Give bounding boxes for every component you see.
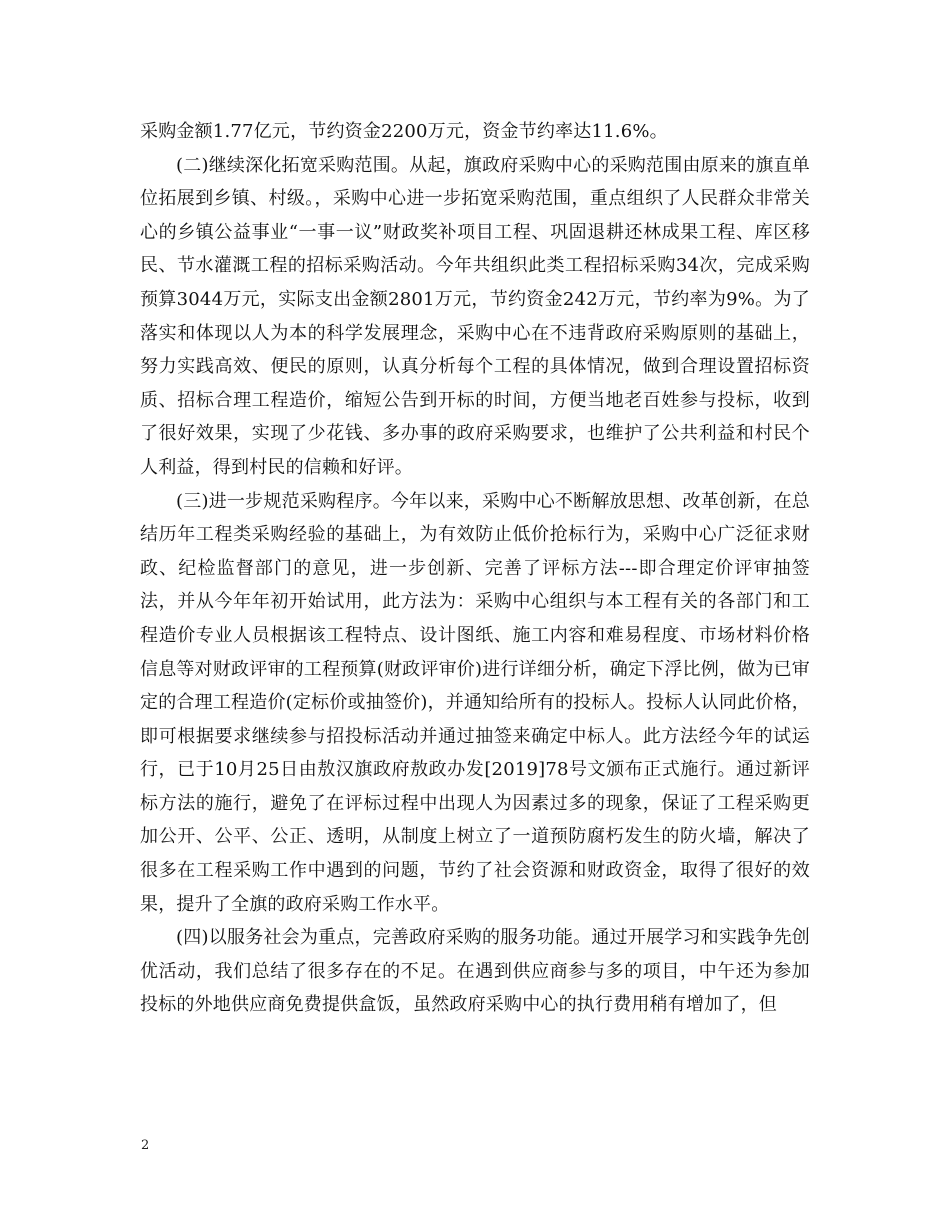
paragraph-section-4: (四)以服务社会为重点，完善政府采购的服务功能。通过开展学习和实践争先创优活动，我们总结了很多存在的不足。在遇到供应商参与多的项目，中午还为参加投标的外地供应商免费提供盒饭，虽然政府采购中心的执行费用稍有增加了，但 (140, 927, 810, 1016)
paragraph-section-2: (二)继续深化拓宽采购范围。从起，旗政府采购中心的采购范围由原来的旗直单位拓展到乡镇、村级。，采购中心进一步拓宽采购范围，重点组织了人民群众非常关心的乡镇公益事业“一事一议”财政奖补项目工程、巩固退耕还林成果工程、库区移民、节水灌溉工程的招标采购活动。今年共组织此类工程招标采购34次，完成采购预算3044万元，实际支出金额2801万元，节约资金242万元，节约率为9%。为了落实和体现以人为本的科学发展理念，采购中心在不违背政府采购原则的基础上，努力实践高效、便民的原则，认真分析每个工程的具体情况，做到合理设置招标资质、招标合理工程造价，缩短公告到开标的时间，方便当地老百姓参与投标，收到了很好效果，实现了少花钱、多办事的政府采购要求，也维护了公共利益和村民个人利益，得到村民的信赖和好评。 (140, 154, 810, 478)
page-number: 2 (141, 1138, 150, 1153)
paragraph-continuation: 采购金额1.77亿元，节约资金2200万元，资金节约率达11.6%。 (140, 121, 668, 142)
document-page (140, 115, 810, 1022)
paragraph-section-3: (三)进一步规范采购程序。今年以来，采购中心不断解放思想、改革创新，在总结历年工程类采购经验的基础上，为有效防止低价抢标行为，采购中心广泛征求财政、纪检监督部门的意见，进一步创新、完善了评标方法---即合理定价评审抽签法，并从今年年初开始试用，此方法为：采购中心组织与本工程有关的各部门和工程造价专业人员根据该工程特点、设计图纸、施工内容和难易程度、市场材料价格信息等对财政评审的工程预算(财政评审价)进行详细分析，确定下浮比例，做为已审定的合理工程造价(定标价或抽签价)，并通知给所有的投标人。投标人认同此价格，即可根据要求继续参与招投标活动并通过抽签来确定中标人。此方法经今年的试运行，已于10月25日由敖汉旗政府敖政办发[2019]78号文颁布正式施行。通过新评标方法的施行，避免了在评标过程中出现人为因素过多的现象，保证了工程采购更加公开、公平、公正、透明，从制度上树立了一道预防腐朽发生的防火墙，解决了很多在工程采购工作中遇到的问题，节约了社会资源和财政资金，取得了很好的效果，提升了全旗的政府采购工作水平。 (140, 490, 810, 915)
